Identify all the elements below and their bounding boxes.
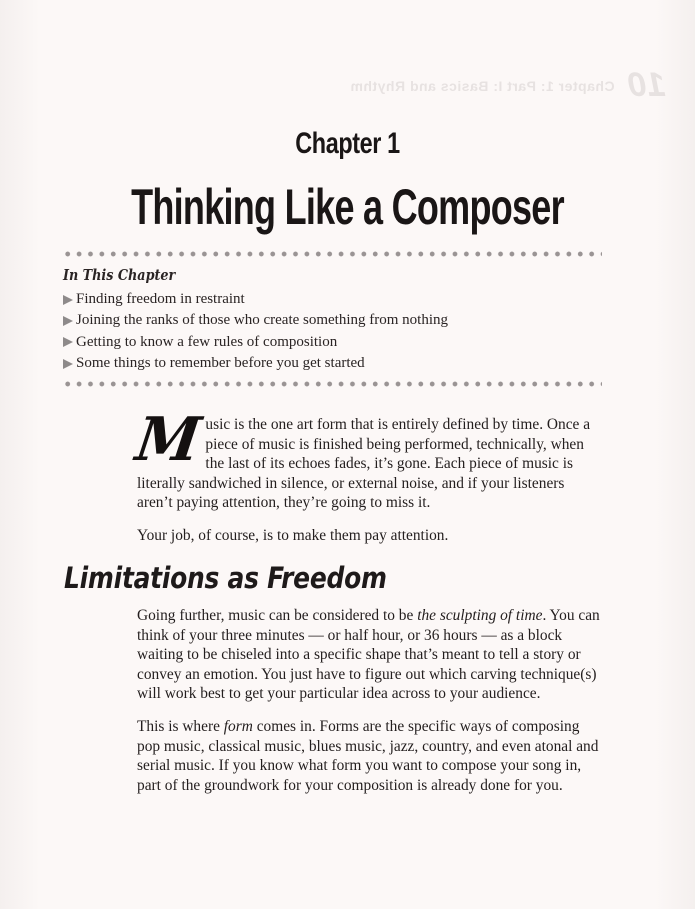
text-run: Going further, music can be considered to be xyxy=(137,607,418,624)
dotted-divider-top xyxy=(62,251,602,257)
list-item-text: Joining the ranks of those who create something from nothing xyxy=(76,312,449,329)
drop-cap: M xyxy=(131,405,205,475)
list-item-text: Finding freedom in restraint xyxy=(76,291,245,308)
in-this-chapter-heading: In This Chapter xyxy=(63,266,176,284)
triangle-bullet-icon xyxy=(63,295,73,305)
triangle-bullet-icon xyxy=(63,337,73,347)
list-item-text: Some things to remember before you get started xyxy=(76,355,365,372)
intro-paragraph-2: Your job, of course, is to make them pay attention. xyxy=(137,526,449,544)
section-paragraph-2 xyxy=(137,717,603,795)
text-run: comes in. Forms are the specific ways of composing pop music, classical music, blues music, jazz, country, and even atonal and serial music. If you know what form you want to compose your song in, part of the groundwork for your composition is already done for you. xyxy=(137,717,599,794)
intro-text xyxy=(131,405,603,559)
triangle-bullet-icon xyxy=(63,359,73,369)
intro-paragraph-1-text: usic is the one art form that is entirely defined by time. Once a piece of music is finished being performed, technically, when the last of its echoes fades, it’s gone. Each piece of music is literally sandwiched in silence, or external noise, and if your listeners aren’t paying attention, they’re going to miss it. xyxy=(137,416,591,512)
chapter-topics-list xyxy=(63,289,448,374)
emphasis-text: form xyxy=(223,717,253,735)
triangle-bullet-icon xyxy=(63,316,73,326)
text-run: . You can think of your three minutes — or half hour, or 36 hours — as a block waiting to be chiseled into a specific shape that’s meant to tell a story or convey an emotion. You just have to figure out which carving technique(s) will work best to get your particular idea across to your audience. xyxy=(137,607,600,703)
text-run: This is where xyxy=(137,717,224,735)
list-item xyxy=(63,353,448,374)
section-text xyxy=(137,606,603,808)
chapter-title: Thinking Like a Composer xyxy=(131,179,564,235)
list-item-text: Getting to know a few rules of composition xyxy=(76,333,338,350)
section-paragraph-1 xyxy=(137,606,603,704)
section-heading: Limitations as Freedom xyxy=(64,561,387,595)
list-item xyxy=(63,332,448,353)
intro-paragraph-1 xyxy=(131,405,603,513)
list-item xyxy=(63,289,448,310)
chapter-number: Chapter 1 xyxy=(295,127,400,160)
bleed-through-running-header: Chapter 1: Part I: Basics and Rhythm xyxy=(350,78,615,94)
emphasis-text: the sculpting of time xyxy=(417,607,543,624)
list-item xyxy=(63,310,448,331)
dotted-divider-bottom xyxy=(62,381,602,387)
bleed-through-page-number: 10 xyxy=(628,66,666,104)
